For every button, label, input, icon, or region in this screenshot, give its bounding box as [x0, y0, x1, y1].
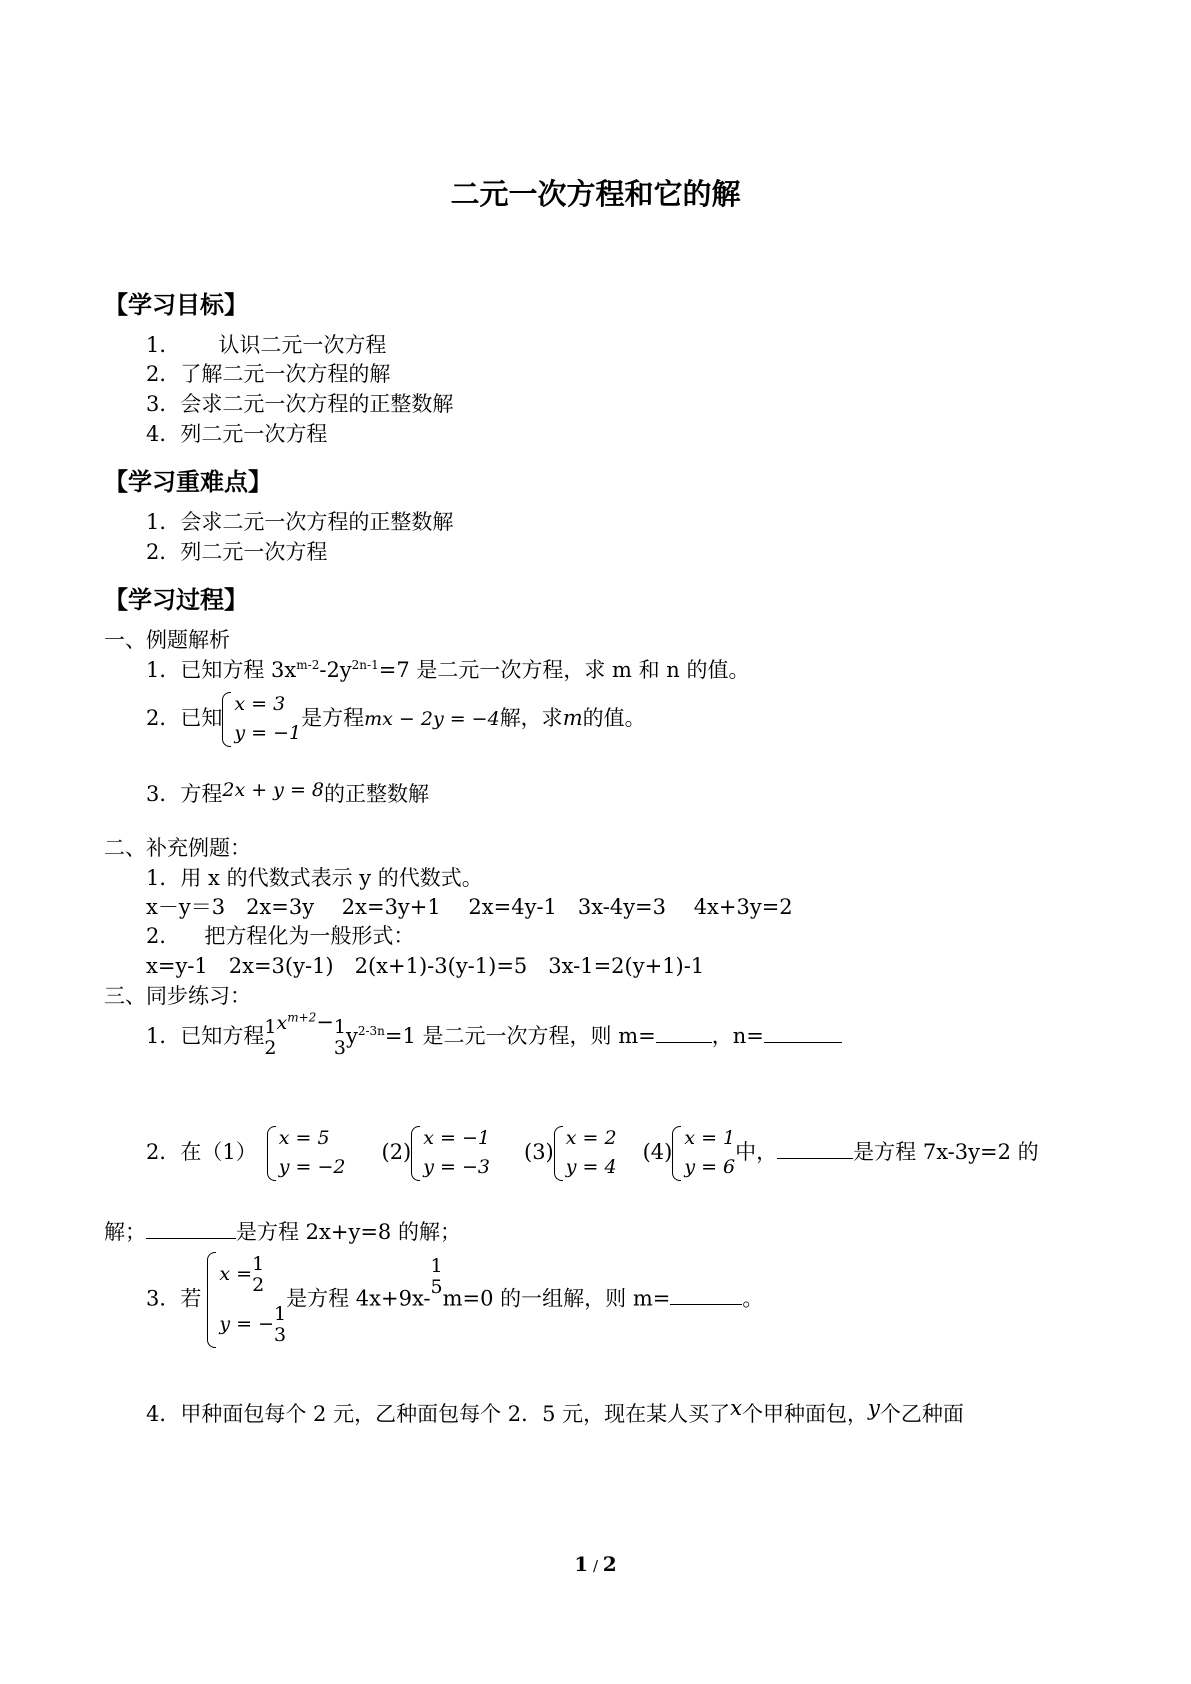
fraction-one-third	[334, 1017, 346, 1059]
objective-item-2	[146, 358, 390, 388]
equation-system-4	[672, 1124, 735, 1183]
question-text: 是方程	[301, 705, 365, 730]
equation-lhs: y = −	[219, 1312, 275, 1335]
part2-question-1	[146, 862, 483, 892]
question-text: =1 是二元一次方程，则 m=	[384, 1024, 656, 1048]
equation-row	[219, 1300, 286, 1350]
question-text: 个甲种面包，	[742, 1402, 869, 1426]
equation-row: x = −1	[423, 1127, 490, 1149]
numerator: 1	[333, 1015, 346, 1038]
fraction-one-third	[274, 1304, 286, 1346]
question-number: 2．	[146, 924, 181, 948]
part3-question-1	[146, 1010, 842, 1058]
question-text: 的正整数解	[324, 782, 429, 806]
equation-row: y = 4	[565, 1156, 617, 1179]
fraction-one-fifth	[431, 1256, 443, 1298]
equation-row: y = −3	[423, 1156, 490, 1179]
item-text: 认识二元一次方程	[218, 333, 387, 357]
objective-item-4	[146, 418, 327, 448]
equation-system	[207, 1250, 286, 1350]
question-number: 3．	[146, 1286, 181, 1311]
objective-item-1	[146, 329, 386, 359]
question-text: =7 是二元一次方程，求 m 和 n 的值。	[378, 658, 750, 682]
objective-item-3	[146, 388, 453, 418]
question-text: 。	[742, 1286, 764, 1311]
item-text: 了解二元一次方程的解	[180, 362, 391, 386]
item-number: 1．	[146, 510, 181, 534]
part3-question-3	[146, 1250, 763, 1350]
denominator: 5	[430, 1276, 443, 1299]
part1-question-1	[146, 654, 750, 684]
question-text: m=0 的一组解，则 m=	[442, 1286, 671, 1311]
page-separator: /	[588, 1557, 603, 1575]
question-text: 中，	[735, 1139, 778, 1164]
variable-y: y	[868, 1396, 880, 1420]
fraction-one-half	[264, 1017, 276, 1059]
numerator: 1	[252, 1253, 265, 1275]
question-text: 是方程 2x+y=8 的解；	[236, 1220, 461, 1244]
numerator: 1	[430, 1255, 443, 1278]
exponent: m-2	[296, 658, 320, 672]
page-number	[0, 1552, 1191, 1576]
page-title: 二元一次方程和它的解	[450, 177, 741, 211]
equation-system-3	[554, 1124, 617, 1183]
item-number: 2．	[146, 362, 181, 386]
question-number: 1．	[146, 866, 181, 890]
denominator: 2	[264, 1036, 277, 1059]
numerator: 1	[274, 1302, 287, 1325]
variable: m	[562, 705, 583, 730]
part2-question-1-equations: x－y＝3 2x=3y 2x=3y+1 2x=4y-1 3x-4y=3 4x+3y=2	[146, 895, 793, 919]
exponent: 2n-1	[351, 658, 379, 672]
question-text: 解，求	[499, 705, 563, 730]
answer-blank-2[interactable]	[146, 1217, 236, 1239]
question-number: 2．	[146, 1139, 181, 1164]
part3-question-4	[146, 1396, 964, 1428]
option-label: (2)	[381, 1139, 412, 1164]
part3-question-2-continued	[104, 1216, 461, 1246]
question-text: 方程	[180, 782, 223, 806]
operator: −	[316, 1010, 334, 1034]
question-text: 在（1）	[180, 1139, 257, 1164]
item-number: 4．	[146, 422, 181, 446]
question-number: 3．	[146, 782, 181, 806]
equation: mx − 2y = −4	[364, 707, 500, 730]
equation-row	[219, 1250, 286, 1300]
variable-x: $x^{m+2}$	[276, 1010, 317, 1034]
part2-heading: 二、补充例题：	[104, 836, 251, 860]
keypoint-item-1	[146, 506, 453, 536]
part2-question-2-equations: x=y-1 2x=3(y-1) 2(x+1)-3(y-1)=5 3x-1=2(y+1)-1	[146, 954, 705, 978]
question-text: -2y	[319, 658, 352, 682]
question-text: 个乙种面	[879, 1402, 964, 1426]
equation-row: y = 6	[684, 1156, 736, 1179]
question-number: 4．	[146, 1402, 181, 1426]
equation-system-2	[411, 1124, 490, 1183]
section-heading-keypoints: 【学习重难点】	[104, 468, 272, 496]
question-text: 已知方程	[180, 1024, 265, 1048]
part3-heading: 三、同步练习：	[104, 984, 251, 1008]
equation-row: x = 1	[684, 1127, 736, 1149]
section-heading-process: 【学习过程】	[104, 586, 248, 614]
question-number: 1．	[146, 1024, 181, 1048]
equation-lhs: x =	[219, 1262, 253, 1285]
question-text: 若	[180, 1286, 202, 1311]
denominator: 2	[252, 1273, 265, 1296]
item-text: 列二元一次方程	[180, 422, 328, 446]
item-number: 2．	[146, 540, 181, 564]
question-text: 已知	[180, 705, 223, 730]
equation: 2x + y = 8	[222, 779, 324, 801]
part1-heading: 一、例题解析	[104, 628, 230, 652]
answer-blank-n[interactable]	[764, 1021, 842, 1043]
equation-row: y = −2	[278, 1156, 346, 1179]
equation-row: x = 2	[565, 1127, 617, 1149]
denominator: 3	[274, 1323, 287, 1346]
keypoint-item-2	[146, 536, 327, 566]
question-text: 用 x 的代数式表示 y 的代数式。	[180, 866, 483, 890]
question-number: 2．	[146, 705, 181, 730]
equation-system	[222, 690, 301, 749]
equation-system-1	[267, 1124, 346, 1183]
question-text: 已知方程 3x	[180, 658, 297, 682]
fraction-one-half	[252, 1254, 264, 1296]
denominator: 3	[333, 1036, 346, 1059]
item-text: 会求二元一次方程的正整数解	[180, 392, 454, 416]
part1-question-3	[146, 778, 429, 808]
part2-question-2	[146, 920, 414, 950]
page-total: 2	[602, 1552, 617, 1576]
section-heading-objectives: 【学习目标】	[104, 291, 248, 319]
question-text: 解；	[104, 1220, 146, 1244]
item-number: 1．	[146, 333, 181, 357]
equation-row: x = 3	[234, 693, 286, 715]
question-text: 是方程 7x-3y=2 的	[853, 1139, 1039, 1164]
exponent: 2-3n	[357, 1024, 385, 1038]
question-text: 是方程 4x+9x-	[286, 1286, 431, 1311]
variable-x: x	[730, 1396, 743, 1420]
equation-row: x = 5	[278, 1127, 330, 1149]
equation-row: y = −1	[234, 722, 302, 745]
option-label: (4)	[642, 1139, 673, 1164]
item-number: 3．	[146, 392, 181, 416]
variable-y: y	[345, 1024, 358, 1048]
question-text: 的值。	[582, 705, 646, 730]
answer-blank-m[interactable]	[670, 1283, 742, 1305]
answer-blank-m[interactable]	[656, 1021, 712, 1043]
item-text: 会求二元一次方程的正整数解	[180, 510, 454, 534]
exponent: m+2	[287, 1010, 317, 1025]
part1-question-2	[146, 690, 646, 749]
question-text: ，n=	[711, 1024, 764, 1048]
question-number: 1．	[146, 658, 181, 682]
numerator: 1	[264, 1015, 277, 1038]
page-current: 1	[574, 1552, 589, 1576]
answer-blank-1[interactable]	[777, 1137, 853, 1159]
part3-question-2	[146, 1124, 1039, 1183]
question-text: 甲种面包每个 2 元，乙种面包每个 2．5 元，现在某人买了	[180, 1402, 731, 1426]
question-text: 把方程化为一般形式：	[204, 924, 415, 948]
item-text: 列二元一次方程	[180, 540, 328, 564]
option-label: (3)	[524, 1139, 554, 1164]
